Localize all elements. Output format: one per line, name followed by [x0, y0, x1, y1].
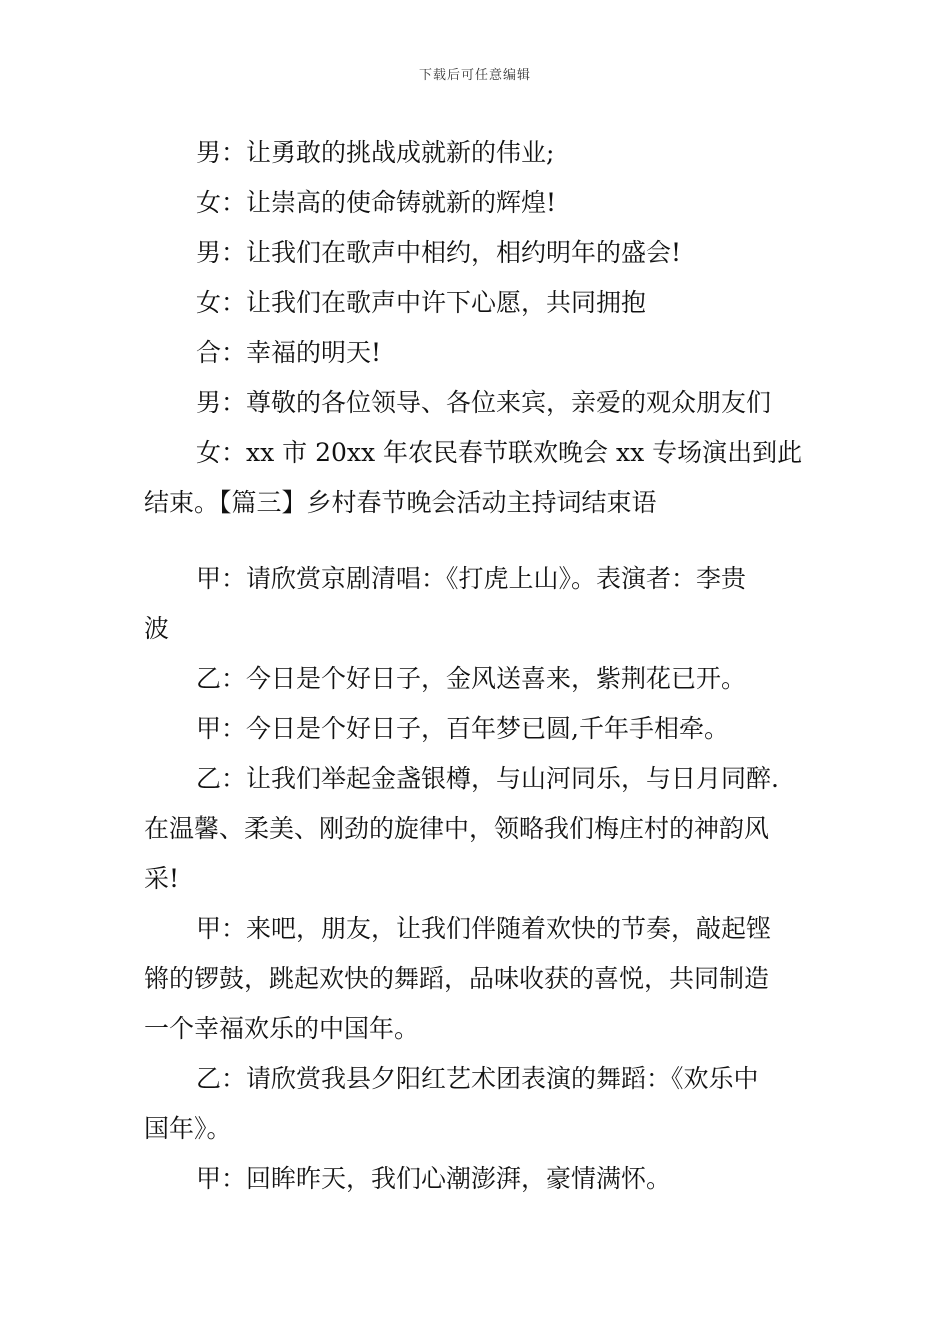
text-line: 男：让我们在歌声中相约，相约明年的盛会!: [196, 238, 682, 267]
text-line: 波: [144, 614, 170, 643]
text-line: 男：让勇敢的挑战成就新的伟业;: [196, 138, 555, 167]
text-line: 女：让我们在歌声中许下心愿，共同拥抱: [196, 288, 647, 317]
text-line: 甲：请欣赏京剧清唱：《打虎上山》。表演者：李贵: [196, 564, 747, 593]
text-line: 男：尊敬的各位领导、各位来宾，亲爱的观众朋友们: [196, 388, 772, 417]
text-line: 乙：请欣赏我县夕阳红艺术团表演的舞蹈：《欢乐中: [196, 1064, 759, 1093]
text-line: 采!: [144, 864, 180, 893]
text-line: 甲：来吧，朋友，让我们伴随着欢快的节奏，敲起铿: [196, 914, 772, 943]
text-line: 合：幸福的明天!: [196, 338, 382, 367]
text-line: 乙：今日是个好日子，金风送喜来，紫荆花已开。: [196, 664, 747, 693]
text-line: 锵的锣鼓，跳起欢快的舞蹈，品味收获的喜悦，共同制造: [144, 964, 770, 993]
document-body: [144, 128, 808, 1204]
text-line: 乙：让我们举起金盏银樽，与山河同乐，与日月同醉.: [196, 764, 779, 793]
text-line: 甲：回眸昨天，我们心潮澎湃，豪情满怀。: [196, 1164, 672, 1193]
text-line: 女：让崇高的使命铸就新的辉煌!: [196, 188, 557, 217]
text-line: 结束。【篇三】乡村春节晚会活动主持词结束语: [144, 488, 657, 517]
text-line: 女：xx 市 20xx 年农民春节联欢晚会 xx 专场演出到此: [196, 438, 803, 467]
text-line: 在温馨、柔美、刚劲的旋律中，领略我们梅庄村的神韵风: [144, 814, 770, 843]
page-header: 下载后可任意编辑: [418, 68, 531, 83]
paragraph-gap: [144, 528, 808, 554]
text-line: 甲：今日是个好日子，百年梦已圆,千年手相牵。: [196, 714, 729, 743]
text-line: 一个幸福欢乐的中国年。: [144, 1014, 420, 1043]
text-line: 国年》。: [144, 1114, 232, 1143]
